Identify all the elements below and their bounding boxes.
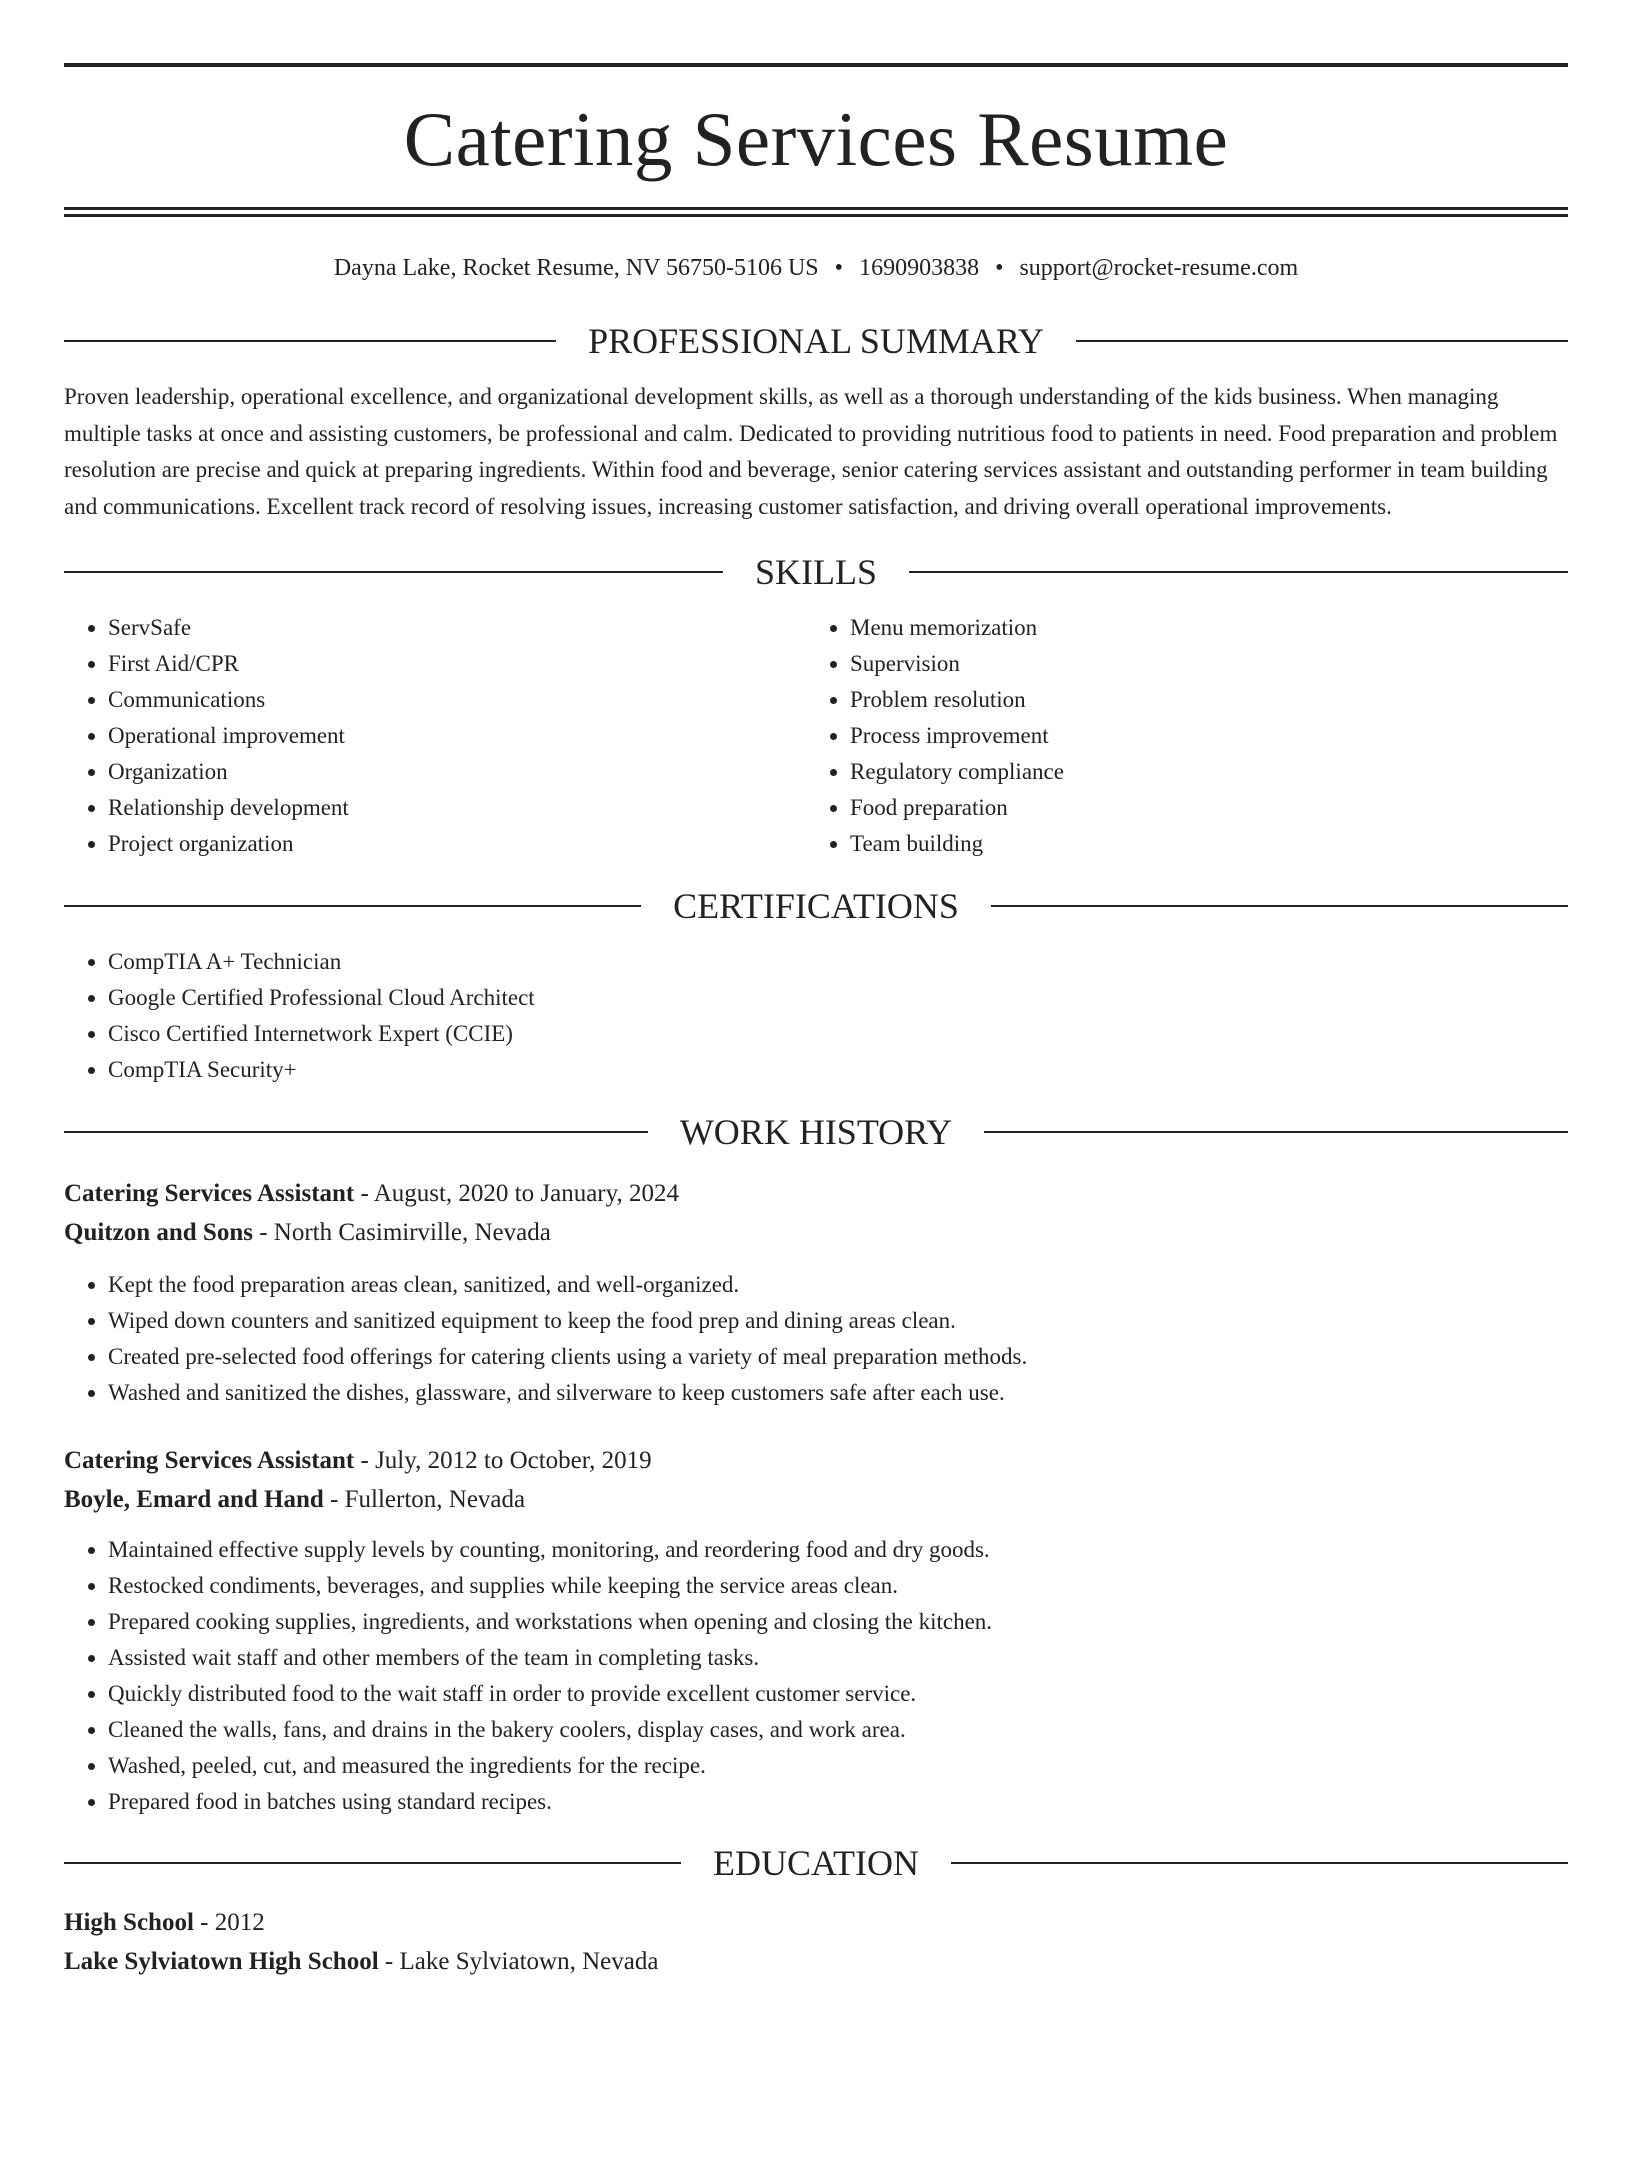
education-heading: EDUCATION: [713, 1843, 919, 1883]
education-degree: High School: [64, 1909, 194, 1936]
job-duty: • Maintained effective supply levels by counting, monitoring, and reordering food and dry goods.: [108, 1532, 1568, 1568]
job-title-line: [64, 1174, 1568, 1213]
skill-item: • Communications: [108, 682, 806, 718]
job-duty: • Wiped down counters and sanitized equipment to keep the food prep and dining areas clean.: [108, 1303, 1568, 1339]
certifications-heading: CERTIFICATIONS: [673, 886, 959, 926]
job-dates: - August, 2020 to January, 2024: [354, 1180, 679, 1207]
summary-text: Proven leadership, operational excellence, and organizational development skills, as well as a thorough understanding of the kids business. When managing multiple tasks at once and assisting customers, be professional and calm. Dedicated to providing nutritious food to patients in need. Food preparation and problem resolution are precise and quick at preparing ingredients. Within food and beverage, senior catering services assistant and outstanding performer in team building and communications. Excellent track record of resolving issues, increasing customer satisfaction, and driving overall operational improvements.: [64, 384, 1558, 519]
job-duty: • Restocked condiments, beverages, and supplies while keeping the service areas clean.: [108, 1568, 1568, 1604]
skill-item: • First Aid/CPR: [108, 646, 806, 682]
skill-item: • Process improvement: [850, 718, 1566, 754]
contact-line: [64, 251, 1568, 285]
skill-item: • Operational improvement: [108, 718, 806, 754]
skill-item: • Regulatory compliance: [850, 754, 1566, 790]
skills-section-header: [64, 550, 1568, 594]
job-dates: - July, 2012 to October, 2019: [354, 1447, 652, 1474]
divider-line: [909, 571, 1568, 573]
education-entry: [64, 1903, 1568, 1981]
education-location: - Lake Sylviatown, Nevada: [378, 1948, 659, 1975]
job-duty: • Washed, peeled, cut, and measured the ingredients for the recipe.: [108, 1748, 1568, 1784]
contact-separator: •: [995, 255, 1004, 281]
skills-column-left: [64, 610, 806, 862]
contact-separator: •: [834, 255, 844, 281]
certifications-list: [64, 944, 1568, 1088]
certification-item: • Cisco Certified Internetwork Expert (CCIE): [108, 1016, 1568, 1052]
job-title: Catering Services Assistant: [64, 1447, 355, 1474]
job-company: Quitzon and Sons: [64, 1219, 253, 1246]
job-duties-list: [64, 1267, 1568, 1411]
job-company-line: [64, 1480, 1568, 1519]
skill-item: • Menu memorization: [850, 610, 1566, 646]
resume-page: [0, 63, 1632, 2175]
divider-line: [64, 340, 556, 342]
divider-line: [64, 571, 723, 573]
skill-item: • Relationship development: [108, 790, 806, 826]
job-company: Boyle, Emard and Hand: [64, 1486, 324, 1513]
job-duty: • Assisted wait staff and other members of the team in completing tasks.: [108, 1640, 1568, 1676]
title-double-rule: [64, 207, 1568, 217]
certification-item: • CompTIA Security+: [108, 1052, 1568, 1088]
job-duty: • Prepared cooking supplies, ingredients, and workstations when opening and closing the kitchen.: [108, 1604, 1568, 1640]
job-duty: • Cleaned the walls, fans, and drains in the bakery coolers, display cases, and work area.: [108, 1712, 1568, 1748]
work-section-header: [64, 1110, 1568, 1154]
certification-item: • CompTIA A+ Technician: [108, 944, 1568, 980]
job-title: Catering Services Assistant: [64, 1180, 355, 1207]
skill-item: • Organization: [108, 754, 806, 790]
divider-line: [64, 905, 641, 907]
skill-item: • Problem resolution: [850, 682, 1566, 718]
skills-list-left: [64, 610, 806, 862]
divider-line: [64, 1862, 681, 1864]
skill-item: • Team building: [850, 826, 1566, 862]
job-entry: [64, 1441, 1568, 1820]
divider-line: [951, 1862, 1568, 1864]
skill-item: • ServSafe: [108, 610, 806, 646]
divider-line: [984, 1131, 1568, 1133]
work-heading: WORK HISTORY: [679, 1112, 953, 1152]
summary-section-header: [64, 319, 1568, 363]
skills-list-right: [806, 610, 1566, 862]
skill-item: • Project organization: [108, 826, 806, 862]
certifications-section-header: [64, 884, 1568, 928]
contact-address: Dayna Lake, Rocket Resume, NV 56750-5106 US: [333, 255, 819, 281]
contact-email: support@rocket-resume.com: [1019, 255, 1299, 281]
education-school: Lake Sylviatown High School: [64, 1948, 379, 1975]
skill-item: • Supervision: [850, 646, 1566, 682]
contact-phone: 1690903838: [859, 255, 980, 281]
education-section-header: [64, 1841, 1568, 1885]
job-title-line: [64, 1441, 1568, 1480]
job-location: - Fullerton, Nevada: [323, 1486, 526, 1513]
job-location: - North Casimirville, Nevada: [252, 1219, 551, 1246]
job-company-line: [64, 1213, 1568, 1252]
resume-title: Catering Services Resume: [403, 96, 1229, 182]
job-duty: • Created pre-selected food offerings for catering clients using a variety of meal preparation methods.: [108, 1339, 1568, 1375]
job-duties-list: [64, 1532, 1568, 1820]
divider-line: [991, 905, 1568, 907]
skills-grid: [64, 610, 1568, 862]
education-school-line: [64, 1942, 1568, 1981]
job-entry: [64, 1174, 1568, 1411]
skills-heading: SKILLS: [755, 552, 878, 592]
certification-item: • Google Certified Professional Cloud Architect: [108, 980, 1568, 1016]
job-duty: • Prepared food in batches using standard recipes.: [108, 1784, 1568, 1820]
summary-heading: PROFESSIONAL SUMMARY: [588, 321, 1044, 361]
skill-item: • Food preparation: [850, 790, 1566, 826]
divider-line: [64, 1131, 648, 1133]
education-degree-line: [64, 1903, 1568, 1942]
job-duty: • Kept the food preparation areas clean, sanitized, and well-organized.: [108, 1267, 1568, 1303]
job-duty: • Quickly distributed food to the wait staff in order to provide excellent customer service.: [108, 1676, 1568, 1712]
job-duty: • Washed and sanitized the dishes, glassware, and silverware to keep customers safe after each use.: [108, 1375, 1568, 1411]
education-year: - 2012: [193, 1909, 265, 1936]
skills-column-right: [806, 610, 1566, 862]
divider-line: [1076, 340, 1568, 342]
